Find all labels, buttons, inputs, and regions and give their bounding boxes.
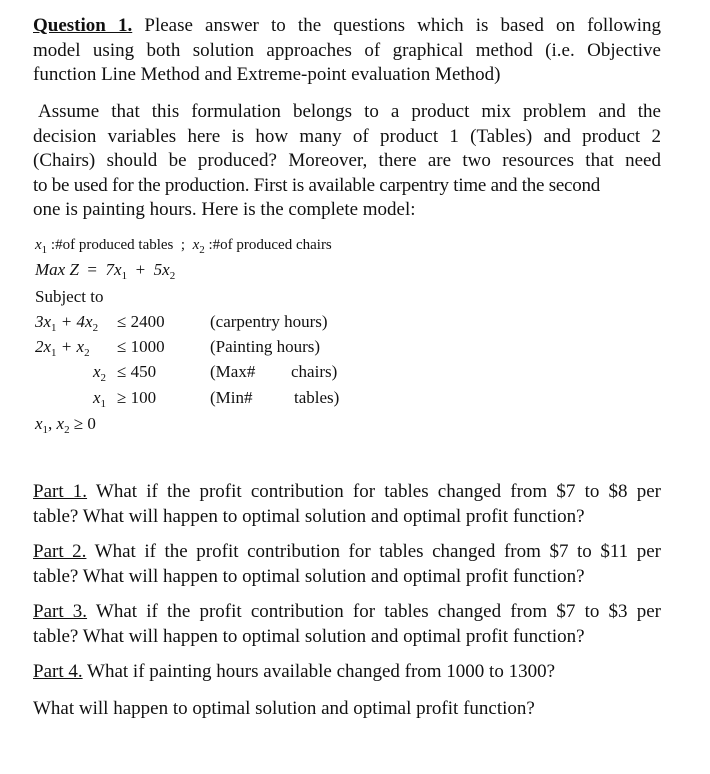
part-1: Part 1. What if the profit contribution for tables changed from $7 to $8 per table? What will happen to optimal solution and optimal profit function? — [33, 481, 662, 527]
constraint-2-rhs: ≤ 1000 — [117, 337, 165, 356]
part-2-label: Part 2. — [33, 541, 87, 562]
constraint-1-lhs: $3x_1 + 4x_2$ — [35, 312, 99, 334]
constraint-4-note-a: (Min# — [210, 388, 253, 407]
objective-function: Max $Z = 7x_1 + 5x_2$ — [35, 260, 176, 282]
assume-line-3: (Chairs) should be produced? Moreover, there are two resources that need — [33, 150, 661, 171]
constraint-4-lhs: $x_1$ — [93, 388, 107, 410]
question-line-3: function Line Method and Extreme-point evaluation Method) — [33, 64, 501, 85]
question-line-2: model using both solution approaches of graphical method (i.e. Objective — [33, 39, 661, 61]
objective-prefix: Max Z — [35, 260, 79, 279]
assume-line-4: to be used for the production. First is available carpentry time and the second — [33, 174, 600, 196]
question-line-1: Please answer to the questions which is based on following — [132, 15, 661, 36]
constraint-1-note: (carpentry hours) — [210, 312, 328, 331]
question-paragraph — [33, 14, 661, 88]
subject-to: Subject to — [35, 287, 104, 306]
constraint-2-note: (Painting hours) — [210, 337, 321, 356]
constraint-3-note-b: chairs) — [291, 362, 338, 381]
variable-definitions: $x_1$ :#of produced tables ; $x_2$ :#of produced chairs — [35, 237, 332, 256]
part-3-label: Part 3. — [33, 601, 88, 622]
constraint-3-rhs: ≤ 450 — [117, 362, 157, 381]
constraint-4-rhs: ≥ 100 — [117, 388, 157, 407]
assume-line-1: Assume that this formulation belongs to a product mix problem and the — [38, 101, 661, 122]
constraint-4-note-b: tables) — [294, 388, 340, 407]
constraint-3-note-a: (Max# — [210, 362, 256, 381]
part-4-label: Part 4. — [33, 661, 83, 682]
def-x2: :#of produced chairs — [208, 237, 332, 253]
assume-paragraph — [33, 100, 661, 223]
part-4: Part 4. What if painting hours available changed from 1000 to 1300? — [33, 661, 556, 682]
assume-line-2: decision variables here is how many of product 1 (Tables) and product 2 — [33, 125, 661, 147]
part-1-label: Part 1. — [33, 481, 88, 502]
part-2: Part 2. What if the profit contribution for tables changed from $7 to $11 per table? What will happen to optimal solution and optimal profit function? — [33, 541, 661, 587]
constraint-1-rhs: ≤ 2400 — [117, 312, 165, 331]
part-3: Part 3. What if the profit contribution for tables changed from $7 to $3 per table? What will happen to optimal solution and optimal profit function? — [33, 601, 662, 647]
final-question: What will happen to optimal solution and optimal profit function? — [33, 698, 535, 719]
question-label: Question 1. — [33, 15, 133, 36]
constraint-3-lhs: $x_2$ — [93, 362, 107, 384]
assume-line-5: one is painting hours. Here is the complete model: — [33, 199, 416, 220]
def-x1: :#of produced tables — [50, 237, 174, 253]
nonnegativity-constraint: $x_1$, $x_2 \ge 0$ — [35, 414, 96, 436]
constraint-2-lhs: $2x_1 + x_2$ — [35, 337, 90, 359]
